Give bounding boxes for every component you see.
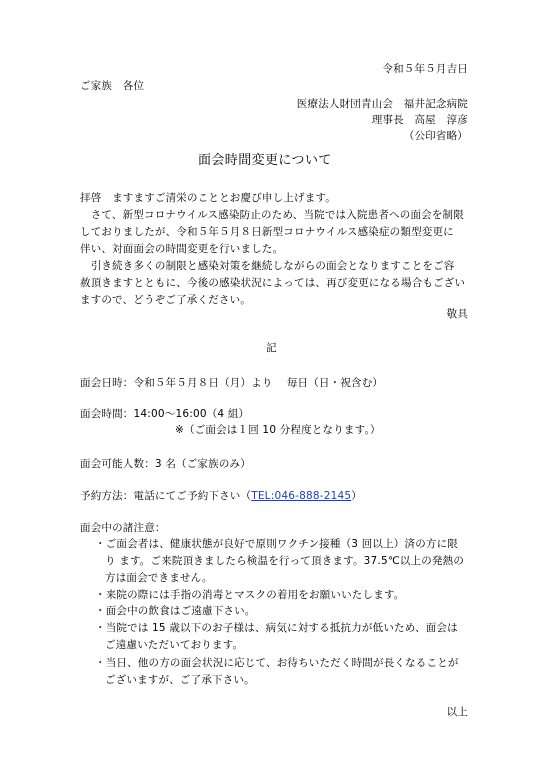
reservation-label: 予約方法：電話にてご予約下さい（ xyxy=(80,490,252,502)
ki-marker: 記 xyxy=(266,342,277,354)
organization-name: 医療法人財団青山会 福井記念病院 xyxy=(296,98,468,110)
note-line: ・当院では 15 歳以下のお子様は、病気に対する抵抗力が低いため、面会は xyxy=(95,622,458,634)
letter-line: 引き続き多くの制限と感染対策を継続しながらの面会となりますことをご容 xyxy=(80,260,455,272)
director-name: 理事長 高屋 淳彦 xyxy=(371,114,468,126)
closing-ijou: 以上 xyxy=(446,706,468,718)
note-line: ・当日、他の方の面会状況に応じて、お待ちいただく時間が長くなることが xyxy=(95,657,459,669)
reservation-method xyxy=(80,488,362,503)
note-line: り ます。ご来院頂きましたら検温を行って頂きます。37.5℃以上の発熱の xyxy=(105,555,465,567)
seal-omitted-note: （公印省略） xyxy=(403,130,468,142)
visit-date: 面会日時：令和５年５月８日（月）より 毎日（日・祝含む） xyxy=(80,377,384,389)
phone-link[interactable]: TEL:046-888-2145 xyxy=(251,490,352,502)
note-line: ・面会中の飲食はご遠慮下さい。 xyxy=(95,605,256,617)
letter-line: さて、新型コロナウイルス感染防止のため、当院では入院患者への面会を制限 xyxy=(80,209,464,221)
note-line: ・来院の際には手指の消毒とマスクの着用をお願いいたします。 xyxy=(95,589,405,601)
note-line: ・ご面会者は、健康状態が良好で原則ワクチン接種（3 回以上）済の方に限 xyxy=(95,538,458,550)
addressee: ご家族 各位 xyxy=(80,80,145,92)
visit-capacity: 面会可能人数：3 名（ご家族のみ） xyxy=(80,458,251,470)
letter-line: ますので、どうぞご了承ください。 xyxy=(80,294,251,306)
letter-line: 伴い、対面面会の時間変更を行いました。 xyxy=(80,243,284,255)
visit-time: 面会時間：14:00～16:00（4 組） xyxy=(80,408,250,420)
letter-line: 赦頂きますとともに、今後の感染状況によっては、再び変更になる場合もござい xyxy=(80,277,466,289)
note-line: 方は面会できません。 xyxy=(105,572,213,584)
document-title: 面会時間変更について xyxy=(198,153,332,168)
notes-heading: 面会中の諸注意： xyxy=(80,522,166,534)
issue-date: 令和５年５月吉日 xyxy=(382,63,468,75)
reservation-close: ） xyxy=(351,490,362,502)
letter-line: 拝啓 ますますご清栄のこととお慶び申し上げます。 xyxy=(80,192,336,204)
note-line: ございますが、ご了承下さい。 xyxy=(105,674,255,686)
letter-line: しておりましたが、令和５年５月８日新型コロナウイルス感染症の類型変更に xyxy=(80,226,454,238)
closing-keigu: 敬具 xyxy=(446,308,468,320)
visit-time-note: ※（ご面会は１回 10 分程度となります。） xyxy=(175,424,381,436)
note-line: ご遠慮いただいております。 xyxy=(105,639,244,651)
